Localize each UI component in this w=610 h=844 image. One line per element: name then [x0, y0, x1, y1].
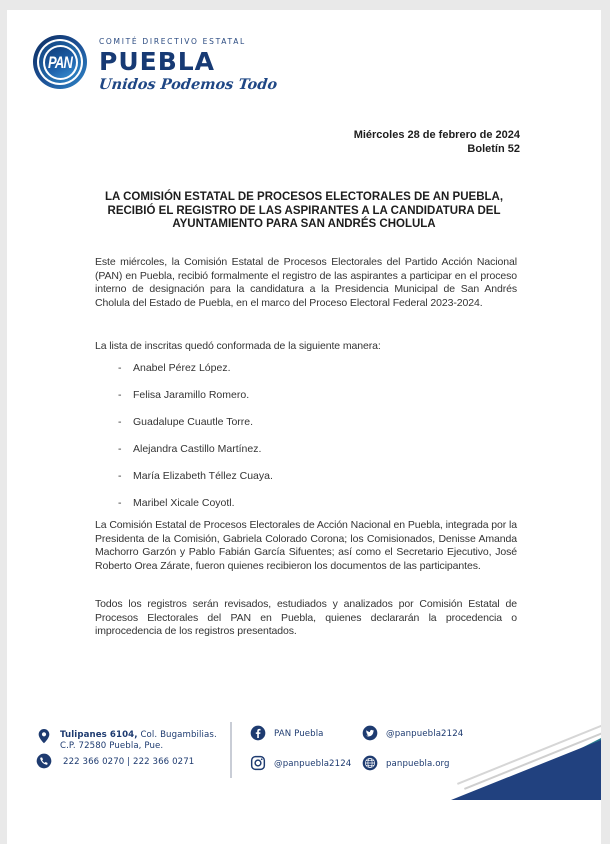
- date-block: [354, 128, 520, 156]
- list-item: [118, 443, 273, 470]
- org-name: PUEBLA: [99, 47, 216, 76]
- committee-line: COMITÉ DIRECTIVO ESTATAL: [99, 37, 246, 46]
- dash-bullet: -: [118, 443, 122, 455]
- slogan: Unidos Podemos Todo: [98, 76, 279, 93]
- phone-icon: [36, 753, 52, 769]
- list-intro: La lista de inscritas quedó conformada de la siguiente manera:: [95, 340, 381, 352]
- corner-decoration: [431, 724, 601, 800]
- twitter-handle: @panpuebla2124: [386, 729, 464, 739]
- list-item: [118, 362, 273, 389]
- dash-bullet: -: [118, 389, 122, 401]
- phone-numbers: 222 366 0270 | 222 366 0271: [63, 757, 195, 767]
- list-item: [118, 470, 273, 497]
- pan-logo-text: PAN: [47, 52, 73, 72]
- aspirantes-list: [118, 362, 273, 524]
- paragraph-commission: La Comisión Estatal de Procesos Electorales de Acción Nacional en Puebla, integrada por la Presidenta de la Comisión, Gabriela Colorado Corona; los Comisionados, Denisse Amanda Machorro Garzón y Pablo Fabián García Sifuentes; así como el Secretario Ejecutivo, José Roberto Orea Zárate, fueron quienes recibieron los documentos de las participantes.: [95, 519, 517, 572]
- globe-icon: [362, 755, 378, 771]
- list-item: [118, 416, 273, 443]
- document-title: LA COMISIÓN ESTATAL DE PROCESOS ELECTORALES DE AN PUEBLA, RECIBIÓ EL REGISTRO DE LAS ASPIRANTES A LA CANDIDATURA DEL AYUNTAMIENTO PARA SAN ANDRÉS CHOLULA: [104, 191, 504, 230]
- bulletin-page: [7, 10, 601, 844]
- address-colonia: Col. Bugambilias.: [137, 730, 217, 740]
- dash-bullet: -: [118, 470, 122, 482]
- address-line2: C.P. 72580 Puebla, Pue.: [60, 741, 164, 751]
- twitter-icon: [362, 725, 378, 741]
- aspirante-name: Maribel Xicale Coyotl.: [133, 497, 235, 509]
- header-text-block: [99, 37, 277, 93]
- bulletin-number: Boletín 52: [467, 143, 520, 155]
- date-text: Miércoles 28 de febrero de 2024: [353, 129, 520, 141]
- aspirante-name: Felisa Jaramillo Romero.: [133, 389, 250, 401]
- pan-logo: [33, 35, 87, 89]
- dash-bullet: -: [118, 497, 122, 509]
- instagram-handle: @panpuebla2124: [274, 759, 352, 769]
- aspirante-name: Alejandra Castillo Martínez.: [133, 443, 262, 455]
- facebook-handle: PAN Puebla: [274, 729, 324, 739]
- aspirante-name: Guadalupe Cuautle Torre.: [133, 416, 254, 428]
- location-pin-icon: [36, 728, 52, 744]
- aspirante-name: María Elizabeth Téllez Cuaya.: [133, 470, 273, 482]
- address-street: Tulipanes 6104,: [60, 730, 138, 740]
- list-item: [118, 389, 273, 416]
- pan-logo-outer-ring: [33, 35, 87, 89]
- paragraph-closing: Todos los registros serán revisados, estudiados y analizados por Comisión Estatal de Procesos Electorales del PAN en Puebla, quienes declararán la procedencia o improcedencia de los registros presentados.: [95, 598, 517, 638]
- footer-divider: [230, 722, 232, 778]
- facebook-icon: [250, 725, 266, 741]
- dash-bullet: -: [118, 362, 122, 374]
- address-line1: [60, 730, 217, 740]
- corner-navy-triangle: [451, 740, 601, 800]
- instagram-icon: [250, 755, 266, 771]
- website-url: panpuebla.org: [386, 759, 450, 769]
- dash-bullet: -: [118, 416, 122, 428]
- paragraph-intro: Este miércoles, la Comisión Estatal de Procesos Electorales del Partido Acción Nacional (PAN) en Puebla, recibió formalmente el registro de las aspirantes a participar en el proceso interno de designación para la candidatura a la Presidencia Municipal de San Andrés Cholula del Estado de Puebla, en el marco del Proceso Electoral Federal 2023-2024.: [95, 256, 517, 309]
- aspirante-name: Anabel Pérez López.: [133, 362, 231, 374]
